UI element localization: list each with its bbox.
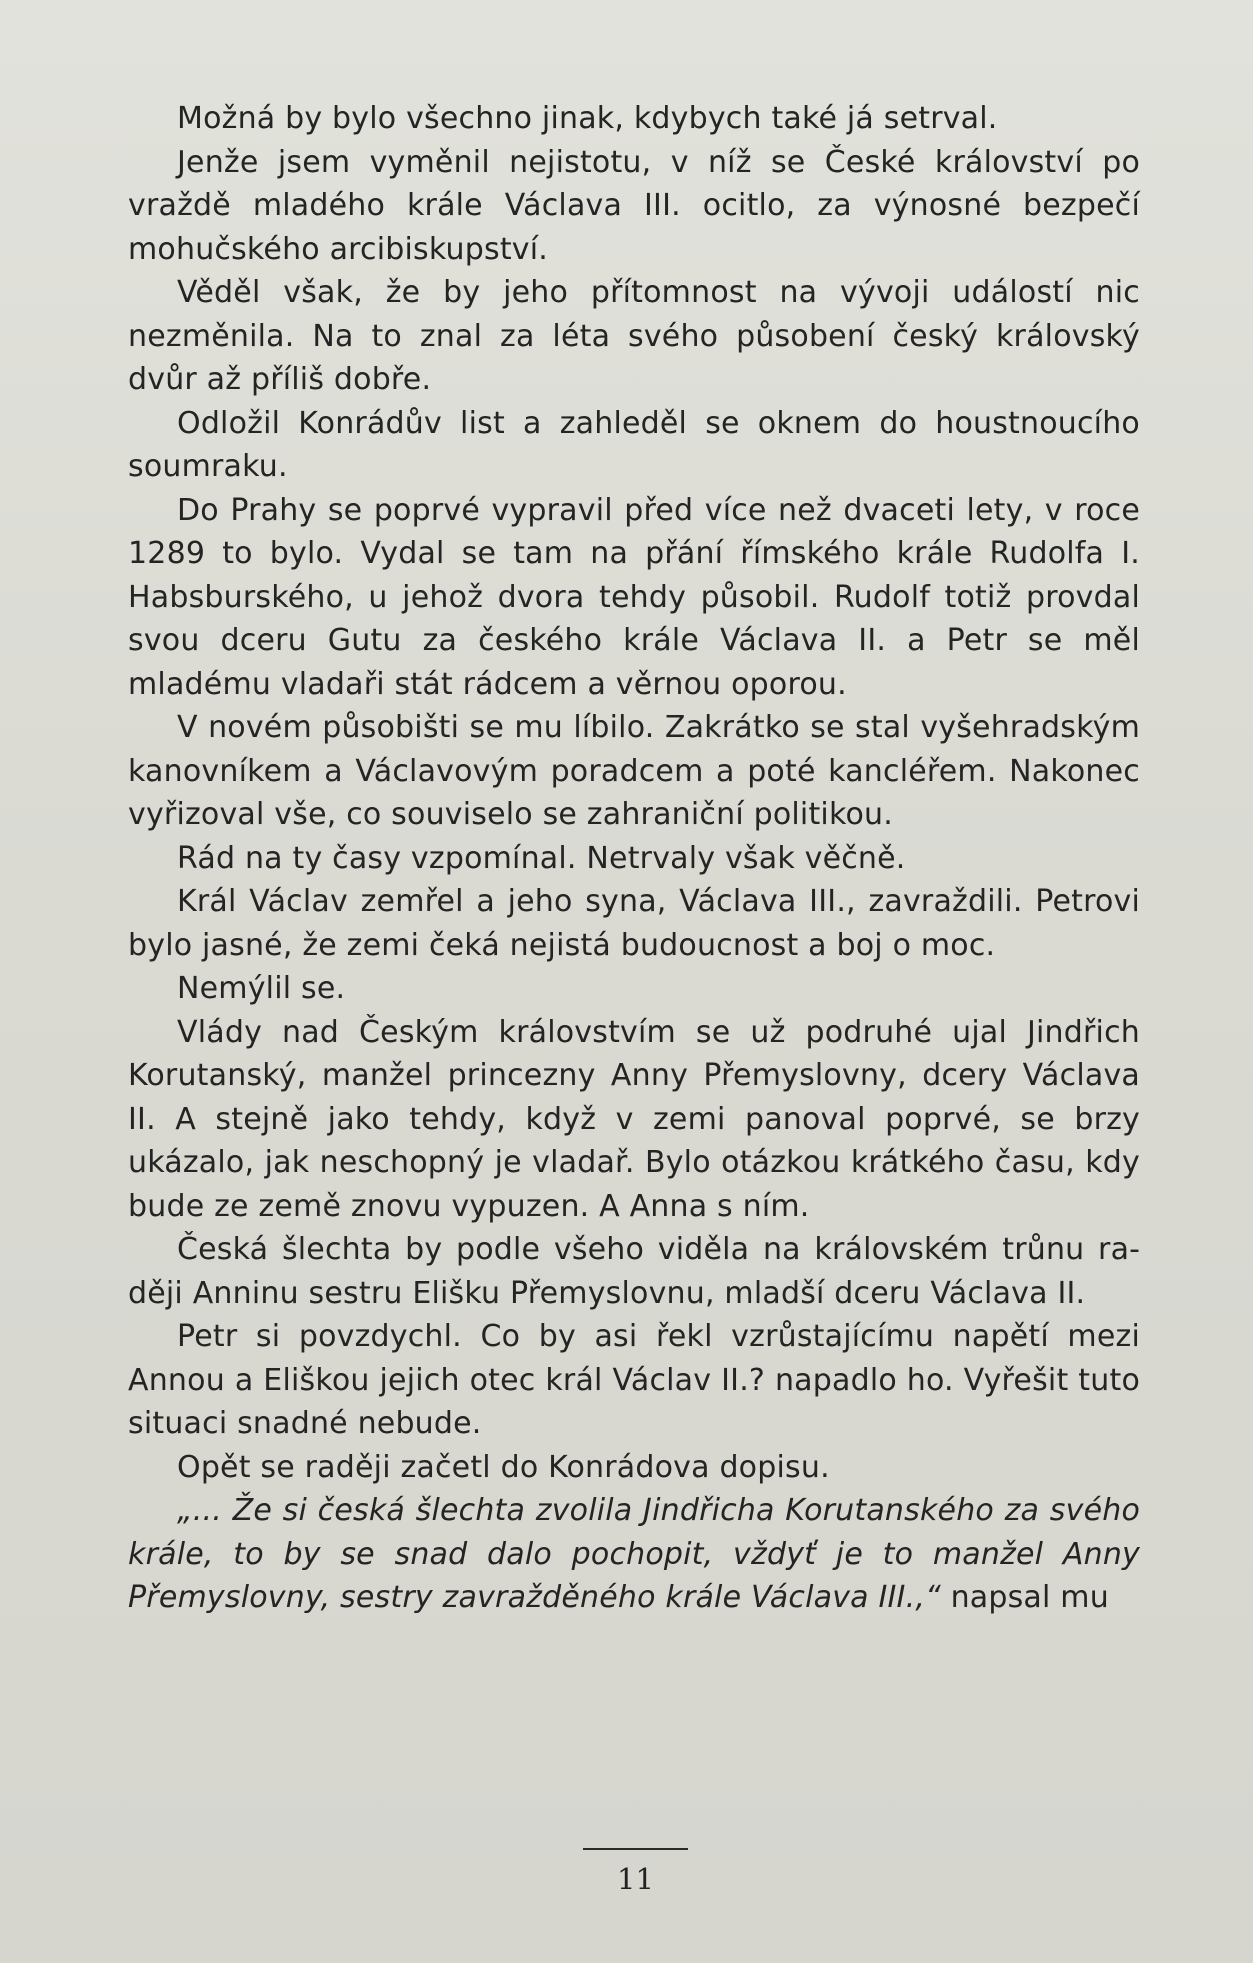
quote-attribution: napsal mu [940,1580,1109,1615]
paragraph: Česká šlechta by podle všeho viděla na královském trůnu raději Anninu sestru Elišku Přemyslovnu, mladší dceru Václava II. [128,1232,1140,1311]
paragraph: Do Prahy se poprvé vypravil před více než dvaceti lety, v roce 1289 to bylo. Vydal se tam na přání římského krále Rudolfa I. Habsburského, u jehož dvora tehdy působil. Rudolf totiž provdal svou dceru Gutu za českého krále Václava II. a Petr se měl mladému vladaři stát rádcem a věrnou oporou. [128,492,1140,702]
paragraph: Věděl však, že by jeho přítomnost na vývoji událostí nic nezměnila. Na to znal za léta svého působení český královský dvůr až příliš dobře. [128,275,1140,397]
body-text [128,97,1140,1620]
quoted-letter-text: „... Že si česká šlechta zvolila Jindřicha Korutanského za svého krále, to by se snad dalo pochopit, vždyť je to manžel Anny Přemyslovny, sestry zavražděného krále Václava III.,“ [128,1493,1140,1615]
quoted-letter-paragraph [128,1489,1140,1620]
paragraph: Jenže jsem vyměnil nejistotu, v níž se České království po vraždě mladého krále Václava III. ocitlo, za výnosné bezpečí mohučského arcibiskupství. [128,144,1140,267]
paragraph: Opět se raději začetl do Konrádova dopisu. [177,1449,830,1485]
paragraph: Rád na ty časy vzpomínal. Netrvaly však věčně. [177,840,906,876]
page-number: 11 [617,1862,654,1896]
paragraph: Král Václav zemřel a jeho syna, Václava III., zavraždili. Petrovi bylo jasné, že zemi čeká nejistá budoucnost a boj o moc. [128,884,1140,963]
paragraph: V novém působišti se mu líbilo. Zakrátko se stal vyšehradským kanovníkem a Václavovým poradcem a poté kancléřem. Nakonec vyřizoval vše, co souviselo se zahraniční politikou. [128,710,1140,832]
paragraph: Možná by bylo všechno jinak, kdybych také já setrval. [177,101,998,136]
paragraph: Odložil Konrádův list a zahleděl se oknem do houstnoucího soumraku. [128,405,1140,484]
paragraph: Nemýlil se. [177,971,346,1006]
paragraph: Vlády nad Českým královstvím se už podruhé ujal Jindřich Korutanský, manžel princezny Anny Přemyslovny, dcery Václava II. A stejně jako tehdy, když v zemi panoval poprvé, se brzy ukázalo, jak neschopný je vladař. Bylo otázkou krátkého času, kdy bude ze země znovu vypuzen. A Anna s ním. [128,1014,1140,1224]
paragraph: Petr si povzdychl. Co by asi řekl vzrůstajícímu napětí mezi Annou a Eliškou jejich otec král Václav II.? napadlo ho. Vyřešit tuto situaci snadné nebude. [128,1319,1140,1441]
footer-rule [583,1848,688,1850]
